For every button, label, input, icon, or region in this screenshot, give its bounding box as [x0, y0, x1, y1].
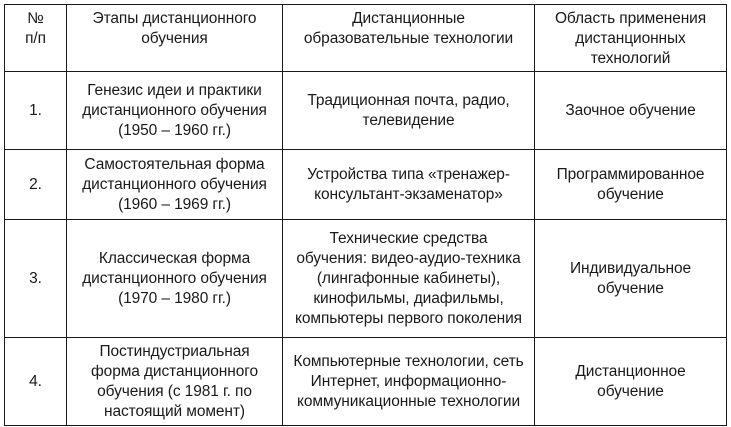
table-header-row	[5, 5, 727, 72]
stage-cell: Классическая форма дистанционного обучения (1970 – 1980 гг.)	[67, 220, 283, 338]
header-technologies: Дистанционные образовательные технологии	[283, 5, 535, 72]
row-number: 1.	[5, 72, 67, 150]
header-application-area: Область применения дистанционных технологий	[535, 5, 727, 72]
table-row	[5, 220, 727, 338]
application-cell: Дистанционное обучение	[535, 338, 727, 426]
stage-cell: Самостоятельная форма дистанционного обучения (1960 – 1969 гг.)	[67, 150, 283, 220]
header-stages: Этапы дистанционного обучения	[67, 5, 283, 72]
technology-cell: Технические средства обучения: видео-аудио-техника (лингафонные кабинеты), кинофильмы, диафильмы, компьютеры первого поколения	[283, 220, 535, 338]
header-number: № п/п	[5, 5, 67, 72]
table-row	[5, 72, 727, 150]
application-cell: Программированное обучение	[535, 150, 727, 220]
application-cell: Заочное обучение	[535, 72, 727, 150]
stage-cell: Генезис идеи и практики дистанционного обучения (1950 – 1960 гг.)	[67, 72, 283, 150]
row-number: 4.	[5, 338, 67, 426]
table-row	[5, 338, 727, 426]
table-row	[5, 150, 727, 220]
row-number: 3.	[5, 220, 67, 338]
technology-cell: Компьютерные технологии, сеть Интернет, информационно- коммуникационные технологии	[283, 338, 535, 426]
technology-cell: Традиционная почта, радио, телевидение	[283, 72, 535, 150]
stage-cell: Постиндустриальная форма дистанционного обучения (с 1981 г. по настоящий момент)	[67, 338, 283, 426]
distance-learning-table	[4, 4, 727, 426]
row-number: 2.	[5, 150, 67, 220]
application-cell: Индивидуальное обучение	[535, 220, 727, 338]
technology-cell: Устройства типа «тренажер- консультант-экзаменатор»	[283, 150, 535, 220]
